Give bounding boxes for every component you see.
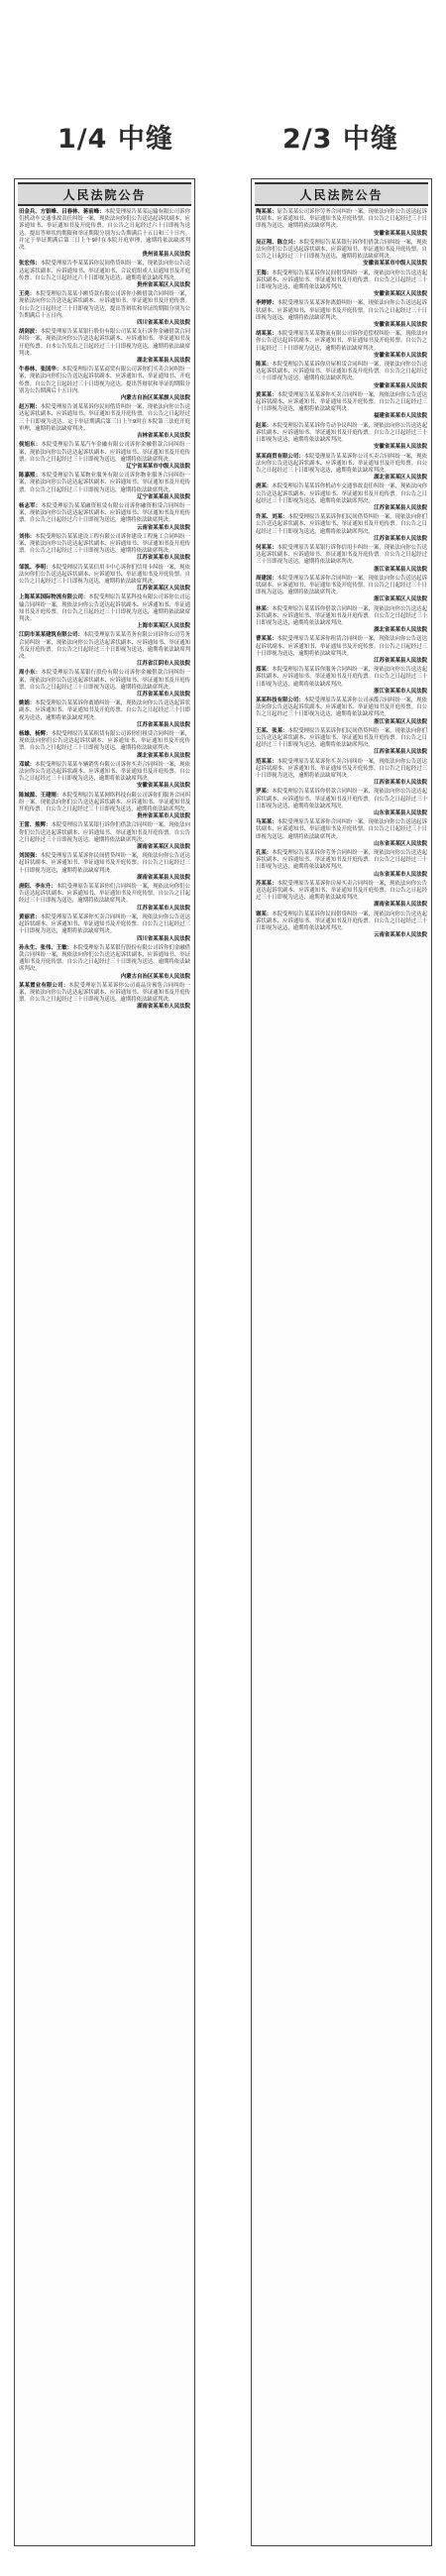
notice-party: 姚娟： — [19, 700, 36, 707]
notice-body: 本院受理原告某某银行诉你信用卡纠纷一案，现依法向你公告送达起诉状副本、应诉通知书、举证通知书及开庭传票。自公告之日起经过三十日即视为送达，逾期将依法缺席判决。 — [256, 544, 427, 566]
notice-party: 黄丽君： — [19, 913, 41, 920]
notice-body: 本院受理原告某某诉你民间借贷纠纷一案，现依法向你公告送达起诉状副本、应诉通知书、举证通知书及开庭传票。自公告之日起经过三十日即视为送达，逾期将依法缺席判决。 — [256, 911, 427, 932]
court-notice — [256, 819, 427, 848]
court-notice — [256, 423, 427, 452]
notice-court: 辽宁省某某市中级人民法院 — [126, 463, 190, 470]
notice-party: 某某科技有限公司： — [256, 698, 304, 703]
notice-court: 江苏省某某市人民法院 — [137, 555, 190, 562]
court-notice — [19, 632, 190, 668]
notice-court: 湖南省某某区人民法院 — [137, 844, 190, 851]
notice-body: 本院受理原告刘某某诉你民间借贷纠纷一案，现依法向你公告送达起诉状副本、应诉通知书、举证通知书及开庭传票。自公告之日起经过三十日即视为送达。定于举证期满后第三日上午9时在本院第三法庭开庭审理，逾期将依法缺席判决。 — [19, 404, 190, 432]
notice-party: 孙永生、张伟、王敏： — [19, 944, 73, 951]
notice-court: 四川省某某市人民法院 — [137, 320, 190, 327]
notice-party: 杨雄、杨辉： — [19, 731, 52, 738]
notice-court: 湖南省某某县人民法院 — [137, 874, 190, 881]
court-notice — [256, 300, 427, 329]
notice-party: 许某、刘某： — [256, 514, 288, 521]
notice-party: 黄某某： — [256, 391, 278, 398]
notice-party: 某某商贸有限公司： — [256, 453, 304, 460]
court-notice — [256, 667, 427, 696]
court-notice — [19, 209, 190, 259]
notice-column-right — [251, 178, 432, 2546]
notice-party: 李婷婷： — [256, 300, 278, 307]
notice-body: 本院受理原告某某小额贷款有限公司诉你小额借款合同纠纷一案，现依法向你公告送达起诉状副本、应诉通知书、举证通知书及开庭传票。自公告之日起经过三十日即视为送达，提出答辩状和举证的期限分别为公告期满后十五日内。 — [19, 291, 190, 319]
notice-court: 吉林省某某市人民法院 — [137, 433, 190, 440]
court-notice — [256, 392, 427, 421]
notice-body: 本院受理原告某某诉你公司承揽合同纠纷一案，现依法向你公告送达起诉状副本、应诉通知书、举证通知书及开庭传票。自公告之日起经过三十日即视为送达，逾期将依法缺席判决。 — [256, 698, 427, 718]
court-notice — [256, 606, 427, 635]
notice-court: 江西省某某市人民法院 — [374, 780, 427, 787]
notice-party: 杨志军： — [19, 502, 42, 509]
notice-body: 本院受理原告某某劳务有限公司诉你公司劳务合同纠纷一案，现依法向你公告送达起诉状副本、应诉通知书、举证通知书及开庭传票。自公告之日起经过三十日即视为送达，逾期将依法缺席判决。 — [19, 632, 190, 660]
court-notice — [19, 853, 190, 882]
notice-party: 何某某： — [256, 544, 278, 551]
notice-court: 贵州省某某市人民法院 — [137, 813, 190, 820]
notice-body: 本院受理原告某某银行诉你们借款合同纠纷一案，现依法向你们公告送达起诉状副本、应诉通知书、举证通知书及开庭传票。自公告之日起经过三十日即视为送达，逾期将依法缺席判决。 — [19, 822, 190, 843]
notice-court: 江苏省某某市人民法院 — [374, 535, 427, 542]
court-notice — [256, 362, 427, 390]
court-notice — [256, 331, 427, 360]
court-notice — [256, 728, 427, 757]
notice-court: 江苏省某某县人民法院 — [137, 721, 190, 728]
notice-body: 本院受理原告某某诉你买卖合同纠纷一案，现依法向你公告送达起诉状副本、应诉通知书、举证通知书及开庭传票。自公告之日起经过三十日即视为送达，逾期将依法缺席判决。 — [19, 913, 190, 935]
notice-court: 江苏省某某市人民法院 — [137, 905, 190, 912]
notice-court: 湖北省某某县人民法院 — [137, 358, 190, 365]
notice-body: 本院受理原告某某诉你们合同纠纷一案，现依法向你们公告送达起诉状副本、应诉通知书、举证通知书及开庭传票。自公告之日起经过三十日即视为送达，逾期将依法缺席判决。 — [19, 884, 190, 905]
notice-body: 原告某某公司诉你劳务合同纠纷一案，现依法向你公告送达起诉状副本、应诉通知书、举证通知书及开庭传票。自公告之日起经过三十日即视为送达，逾期将依法缺席判决。 — [256, 209, 427, 230]
court-notice — [256, 850, 427, 879]
notice-body: 本院受理原告某某诉你们民间借贷纠纷一案，现依法向你们公告送达起诉状副本、应诉通知书、举证通知书及开庭传票。自公告之日起经过三十日即视为送达，逾期将依法缺席判决。 — [256, 514, 427, 535]
notice-party: 王亮： — [19, 291, 36, 298]
notice-body: 本院受理原告某某诉你合同纠纷一案，现依法向你公告送达起诉状副本、应诉通知书、举证通知书及开庭传票。自公告之日起经过三十日即视为送达，逾期将依法缺席判决。 — [256, 575, 427, 596]
notice-party: 郑某： — [256, 667, 273, 674]
court-notice — [256, 759, 427, 788]
court-notice — [256, 912, 427, 940]
notice-party: 刘伟： — [19, 533, 36, 540]
notice-party: 陶某某： — [256, 209, 278, 215]
notice-court: 山东省某某县人民法院 — [374, 810, 427, 817]
notice-body: 本院受理原告某某信用卡中心诉你们信用卡纠纷一案，现依法向你们公告送达起诉状副本、应诉通知书、举证通知书及开庭传票。自公告之日起经过三十日即视为送达，逾期将依法缺席判决。 — [19, 564, 190, 585]
notice-court: 浙江省某某区人民法院 — [374, 718, 427, 725]
notice-party: 马某某： — [256, 819, 278, 826]
notice-body: 本院受理原告某某诉你劳务合同纠纷一案，现依法向你公告送达起诉状副本、应诉通知书、举证通知书及开庭传票。自公告之日起经过三十日即视为送达，逾期将依法缺席判决。 — [256, 850, 427, 871]
court-notice — [19, 442, 190, 471]
notice-party: 张宏伟： — [19, 261, 41, 268]
notice-court: 江苏省某某区人民法院 — [137, 586, 190, 592]
notice-court: 山东省某某区人民法院 — [374, 840, 427, 847]
court-notice — [19, 983, 190, 1012]
notice-party: 孔某： — [256, 850, 273, 857]
column-title: 人民法院公告 — [255, 182, 428, 206]
notice-court: 江苏省某某市人民法院 — [137, 692, 190, 698]
notice-court: 湖北省某某市人民法院 — [374, 627, 427, 634]
notice-party: 某某置业有限公司： — [19, 982, 69, 989]
court-notice — [256, 881, 427, 910]
notice-body: 本院受理原告某某融资租赁有限公司诉你融资租赁合同纠纷一案，现依法向你公告送达起诉状副本、应诉通知书、举证通知书及开庭传票。自公告之日起经过六十日即视为送达，逾期将依法缺席判决。 — [19, 502, 190, 524]
notice-party: 邹凯、李明： — [19, 564, 52, 571]
notice-body: 本院受理原告某某汽车金融有限公司诉你金融借款合同纠纷一案，现依法向你公告送达起诉状副本、应诉通知书、举证通知书及开庭传票。自公告之日起经过三十日即视为送达，逾期将依法缺席判决。 — [19, 442, 190, 463]
notice-party: 上海某某国际物流有限公司： — [19, 594, 89, 601]
court-notice — [256, 636, 427, 665]
court-notice — [256, 545, 427, 574]
court-notice — [256, 514, 427, 543]
court-notice — [19, 914, 190, 943]
page-label-left: 1/4 中缝 — [57, 124, 173, 155]
notice-court: 浙江省某某市人民法院 — [374, 688, 427, 695]
notice-court: 江苏省江阴市人民法院 — [137, 661, 190, 668]
notice-body: 本院受理原告某某诉你房屋买卖合同纠纷一案，现依法向你公告送达起诉状副本、应诉通知书、举证通知书及开庭传票。自公告之日起经过三十日即视为送达，逾期将依法缺席判决。 — [256, 880, 427, 902]
court-notice — [256, 209, 427, 238]
notice-body: 本院受理原告某某诉你借款合同纠纷一案，现依法向你公告送达起诉状副本、应诉通知书、举证通知书及开庭传票。自公告之日起经过三十日即视为送达，逾期将依法缺席判决。 — [256, 789, 427, 809]
notice-party: 王雷、熊辉： — [19, 822, 52, 829]
notice-party: 侯旭东： — [19, 442, 42, 449]
notice-body: 本院受理原告某某网络科技有限公司诉你们服务合同纠纷一案，现依法向你们公告送达起诉状副本、应诉通知书、举证通知书及开庭传票。自公告之日起经过三十日即视为送达，逾期将依法缺席判决。 — [19, 792, 190, 813]
court-notice — [256, 454, 427, 483]
notice-body: 本院受理原告某某银行诉你们借款合同纠纷一案，现依法向你们公告送达起诉状副本、应诉通知书、举证通知书及开庭传票。自公告之日起经过三十日即视为送达，逾期将依法缺席判决。 — [256, 239, 427, 261]
notice-body: 本院受理原告某某科技有限公司诉你公司运输合同纠纷一案，现依法向你公告送达起诉状副本、应诉通知书、举证通知书及开庭传票。自公告之日起经过三十日即视为送达，逾期将依法缺席判决。 — [19, 594, 190, 622]
notice-court: 云南省某某市人民法院 — [137, 524, 190, 531]
court-notice — [19, 473, 190, 501]
notice-court: 湖南省某某县人民法院 — [374, 902, 427, 909]
notice-body: 本院受理原告某某商贸有限公司诉你们买卖合同纠纷一案，现依法向你们公告送达起诉状副本、应诉通知书、举证通知书、开庭传票。自公告之日起经过三十日即视为送达。提出答辩状和举证的期限分别为公告期满后十五日内。 — [19, 367, 190, 394]
notice-court: 安徽省某某市人民法院 — [374, 352, 427, 359]
court-notice — [19, 261, 190, 289]
court-notice — [256, 270, 427, 299]
court-notice — [19, 884, 190, 912]
court-notice — [19, 762, 190, 791]
notice-court: 安徽省某某县人民法院 — [374, 444, 427, 451]
notice-body: 本院受理原告某某银行股份有限公司诉你们金融借款合同纠纷一案，现依法向你们公告送达起诉状副本、应诉通知书、举证通知书及开庭传票。自公告之日起经过三十日即视为送达，逾期将依法缺席判决。 — [19, 944, 190, 973]
notice-court: 湖北省某某市人民法院 — [137, 752, 190, 759]
notice-court: 山东省某某市人民法院 — [374, 871, 427, 878]
notice-party: 陈某： — [256, 362, 273, 369]
notice-body: 本院受理原告某某建设工程有限公司诉你建设工程施工合同纠纷一案，现依法向你公告送达起诉状副本、应诉通知书、举证通知书及开庭传票。自公告之日起经过三十日即视为送达，逾期将依法缺席判决。 — [19, 533, 190, 555]
notice-body: 本院受理原告某某银行股份有限公司诉你金融借款合同纠纷一案，现依法向你公告送达起诉状副本、应诉通知书、举证通知书及开庭传票。自公告之日起经过三十日即视为送达，逾期将依法缺席判决。 — [19, 670, 190, 691]
notice-party: 牛春林、张国华： — [19, 367, 62, 374]
notice-body: 本院受理原告李某某诉你民间借贷纠纷一案，现依法向你公告送达起诉状副本、应诉通知书、举证通知书、合议庭组成人员通知书及开庭传票。自公告之日起经过六十日即视为送达，逾期将依法缺席判决。 — [19, 261, 190, 281]
notice-court: 安徽省某某县人民法院 — [137, 783, 190, 790]
court-notice — [19, 793, 190, 821]
notice-party: 江阴市某某建筑有限公司： — [19, 632, 83, 639]
notice-court: 上海市某某区人民法院 — [137, 623, 190, 630]
notice-party: 胡某某： — [256, 331, 278, 338]
notice-body: 本院受理原告某某诉你们民间借贷纠纷一案，现依法向你们公告送达起诉状副本、应诉通知书、举证通知书及开庭传票。自公告之日起经过三十日即视为送达，逾期将依法缺席判决。 — [256, 727, 427, 749]
court-notice — [19, 945, 190, 981]
notice-body: 本院受理原告某某银行股份有限公司某某支行诉你金融借款合同纠纷一案，现依法向你公告送达起诉状副本、应诉通知书、举证通知书及开庭传票。自本公告发出之日起经过三十日即视为送达，逾期将依法缺席判决。 — [19, 329, 190, 357]
notice-party: 邓斌： — [19, 761, 36, 768]
notice-court: 云南省某某市人民法院 — [374, 932, 427, 939]
court-notice — [256, 483, 427, 512]
notice-party: 周小东： — [19, 670, 42, 677]
notice-party: 吴正翔、陈立兴： — [256, 239, 299, 246]
court-notice — [19, 404, 190, 440]
page-label-right: 2/3 中缝 — [282, 124, 398, 155]
notice-party: 苏某某： — [256, 880, 278, 887]
notice-party: 范某某： — [256, 758, 278, 765]
notice-court: 湖北省某某区人民法院 — [374, 475, 427, 482]
notice-party: 谢某： — [256, 911, 273, 917]
notice-body: 本院受理原告某某诉你买卖合同纠纷一案，现依法向你公告送达起诉状副本、应诉通知书、举证通知书及开庭传票。自公告之日起经过三十日即视为送达，逾期将依法缺席判决。 — [256, 391, 427, 413]
notice-party: 林某： — [256, 605, 273, 612]
notice-party: 赵某： — [256, 422, 273, 429]
notice-body: 本院受理原告某某诉你民间借贷纠纷一案，现依法向你公告送达起诉状副本、应诉通知书、举证通知书及开庭传票。自公告之日起经过三十日即视为送达，逾期将依法缺席判决。 — [19, 853, 190, 874]
notice-court: 江西省某某县人民法院 — [374, 749, 427, 756]
notice-body: 本院受理原告某某诉你机动车交通事故责任纠纷一案，现依法向你公告送达起诉状副本、应诉通知书、举证通知书及开庭传票。自公告之日起经过三十日即视为送达，逾期将依法缺席判决。 — [256, 483, 427, 504]
notice-body: 本院受理原告某某物流有限公司诉你追偿权纠纷一案，现依法向你公告送达起诉状副本、应诉通知书、举证通知书及开庭传票。自公告之日起经过三十日即视为送达，逾期将依法缺席判决。 — [256, 331, 427, 352]
notice-body: 本院受理原告某某诉你租赁合同纠纷一案，现依法向你公告送达起诉状副本、应诉通知书、举证通知书及开庭传票。自公告之日起经过三十日即视为送达，逾期将依法缺席判决。 — [256, 636, 427, 657]
notice-party: 田金兵、方银峰、吕春林、蒋前峰： — [19, 209, 105, 215]
court-notice — [19, 822, 190, 851]
notice-court: 安徽省某某县人民法院 — [374, 322, 427, 329]
court-notice — [19, 565, 190, 593]
notice-party: 王某、张某： — [256, 727, 288, 734]
notice-court: 内蒙古自治区某某旗人民法院 — [120, 395, 190, 402]
court-notice — [19, 594, 190, 630]
notice-list — [252, 206, 431, 945]
notice-list — [15, 206, 194, 1017]
notice-party: 唐阳、李东升： — [19, 884, 56, 891]
notice-party: 陈城源、王建刚： — [19, 792, 62, 799]
notice-party: 陈嘉熙： — [19, 473, 42, 480]
court-notice — [19, 700, 190, 729]
notice-court: 浙江省某某区人民法院 — [374, 596, 427, 603]
notice-party: 周建国： — [256, 575, 278, 582]
notice-court: 福建省某某市人民法院 — [374, 413, 427, 420]
court-notice — [256, 240, 427, 268]
notice-court: 贵州省某某区人民法院 — [137, 282, 190, 289]
notice-court: 安徽省某某县人民法院 — [374, 382, 427, 389]
notice-party: 赵万刚： — [19, 404, 41, 411]
notice-body: 本院受理原告某某车辆销售有限公司诉你买卖合同纠纷一案，现依法向你公告送达起诉状副本、应诉通知书、举证通知书及开庭传票。自公告之日起经过三十日即视为送达，逾期将依法缺席判决。 — [19, 761, 190, 783]
notice-court: 四川省某某县人民法院 — [137, 935, 190, 942]
notice-court: 安徽省某某市中级人民法院 — [363, 261, 427, 268]
notice-party: 胡剑波： — [19, 329, 41, 336]
court-notice — [256, 698, 427, 726]
notice-party: 王海： — [256, 269, 273, 276]
notice-body: 本院受理原告某某诉你离婚纠纷一案，现依法向你公告送达起诉状副本、应诉通知书、举证通知书及开庭传票。自公告之日起经过三十日即视为送达，逾期将依法缺席判决。 — [256, 300, 427, 321]
notice-body: 本院受理原告某某诉你离婚纠纷一案，现依法向你公告送达起诉状副本、应诉通知书、举证通知书及开庭传票。自公告之日起经过三十日即视为送达，逾期将依法缺席判决。 — [19, 700, 190, 721]
notice-body: 本院受理原告某某诉你服务合同纠纷一案，现依法向你公告送达起诉状副本、应诉通知书、举证通知书及开庭传票。自公告之日起经过三十日即视为送达，逾期将依法缺席判决。 — [256, 667, 427, 688]
notice-court: 内蒙古自治区某某市人民法院 — [120, 973, 190, 980]
notice-court: 湖南省某某市人民法院 — [137, 1004, 190, 1011]
notice-body: 本院受理原告某某诉你民间借贷纠纷一案，现依法向你公告送达起诉状副本、应诉通知书、举证通知书及开庭传票。自公告之日起经过三十日即视为送达，逾期将依法缺席判决。 — [256, 269, 427, 291]
column-title: 人民法院公告 — [18, 182, 191, 206]
notice-court: 浙江省某某县人民法院 — [374, 566, 427, 573]
notice-body: 本院受理原告某某诉你劳动争议纠纷一案，现依法向你公告送达起诉状副本、应诉通知书、举证通知书及开庭传票。自公告之日起经过三十日即视为送达，逾期将依法缺席判决。 — [256, 422, 427, 444]
notice-body: 本院受理原告某某租赁有限公司诉你们租赁合同纠纷一案，现依法向你们公告送达起诉状副本、应诉通知书、举证通知书及开庭传票。自公告之日起经过三十日即视为送达，逾期将依法缺席判决。 — [19, 731, 190, 752]
court-notice — [19, 731, 190, 760]
notice-body: 本院受理原告某某诉你公司买卖合同纠纷一案，现依法向你公告送达起诉状副本、应诉通知书、举证通知书及开庭传票。自公告之日起经过三十日即视为送达，逾期将依法缺席判决。 — [256, 453, 427, 474]
court-notice — [19, 367, 190, 402]
notice-party: 曹某某： — [256, 636, 278, 643]
notice-party: 罗某： — [256, 789, 273, 796]
court-notice — [256, 576, 427, 604]
notice-court: 江苏省某某县人民法院 — [374, 504, 427, 511]
court-notice — [19, 329, 190, 365]
court-notice — [256, 789, 427, 817]
notice-body: 本院受理原告某某诉你合同纠纷一案，现依法向你公告送达起诉状副本、应诉通知书、举证通知书及开庭传票。自公告之日起经过三十日即视为送达，逾期将依法缺席判决。 — [256, 819, 427, 840]
notice-column-left — [14, 178, 195, 2546]
notice-party: 刘国强： — [19, 853, 41, 860]
notice-court: 安徽省某某县人民法院 — [374, 230, 427, 237]
notice-body: 本院受理原告某某物业服务有限公司诉你物业服务合同纠纷一案，现依法向你公告送达起诉状副本、应诉通知书、举证通知书及开庭传票。自公告之日起经过三十日即视为送达，逾期将依法缺席判决。 — [19, 473, 190, 493]
court-notice — [19, 670, 190, 698]
notice-court: 辽宁省某某县人民法院 — [137, 493, 190, 500]
notice-court: 安徽省某某区人民法院 — [374, 291, 427, 298]
notice-body: 本院受理原告某某诉你借款合同纠纷一案，现依法向你公告送达起诉状副本、应诉通知书、举证通知书及开庭传票。自公告之日起经过三十日即视为送达，逾期将依法缺席判决。 — [256, 605, 427, 626]
court-notice — [19, 503, 190, 532]
notice-body: 本院受理原告某某运输有限公司诉你们机动车交通事故责任纠纷一案，现依法向你们公告送达起诉状副本、应诉通知书、举证通知书及开庭传票。自公告之日起经过六十日即视为送达。提出答辩状的期限和举证期限分别为公告期满后十五日和三十日内。并定于举证期满后第三日上午9时在本院开庭审理，逾期将依法缺席判决。 — [19, 209, 190, 252]
notice-court: 贵州省某县人民法院 — [142, 252, 190, 259]
court-notice — [19, 291, 190, 327]
notice-court: 江苏省某某县人民法院 — [374, 657, 427, 664]
notice-body: 本院受理原告某某诉你公司商品房预售合同纠纷一案，现依法向你公告送达起诉状副本、应诉通知书、举证通知书及开庭传票。自公告之日起经过三十日即视为送达，逾期将依法缺席判决。 — [19, 982, 190, 1004]
notice-body: 本院受理原告某某诉你买卖合同纠纷一案，现依法向你公告送达起诉状副本、应诉通知书、举证通知书及开庭传票。自公告之日起经过三十日即视为送达，逾期将依法缺席判决。 — [256, 758, 427, 780]
notice-party: 唐某： — [256, 483, 273, 490]
court-notice — [19, 534, 190, 563]
notice-body: 本院受理原告某某诉你房屋租赁合同纠纷一案，现依法向你公告送达起诉状副本、应诉通知书、举证通知书及开庭传票。自公告之日起经过三十日即视为送达，逾期将依法缺席判决。 — [256, 362, 427, 382]
